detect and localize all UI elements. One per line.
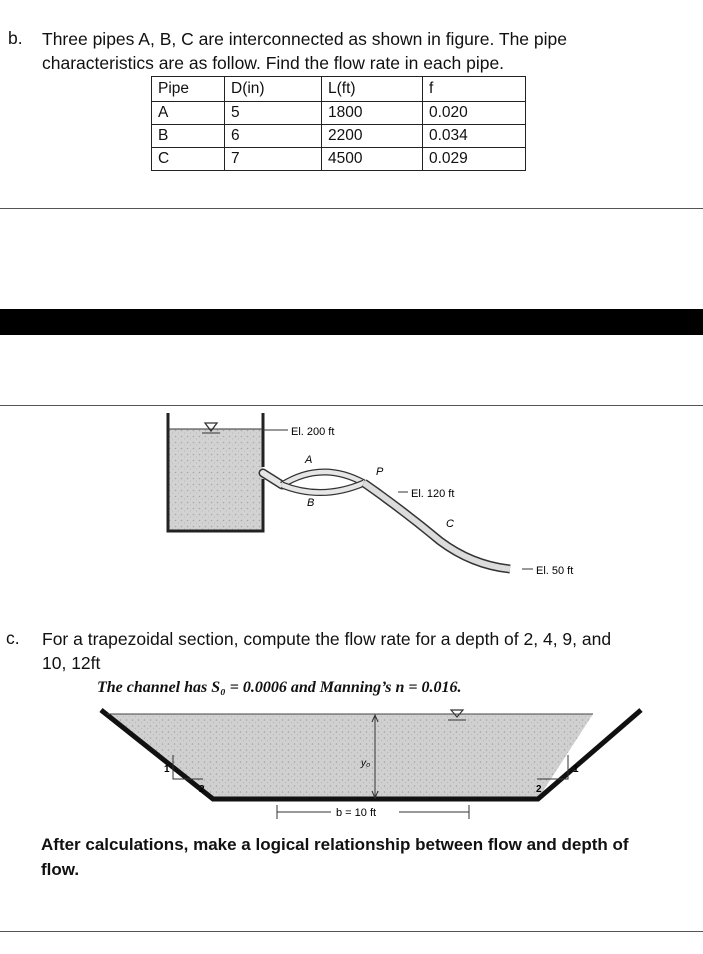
divider [0, 208, 703, 209]
table-cell: 0.020 [423, 102, 526, 125]
pipe-b-label: B [307, 497, 315, 509]
question-c-line2: 10, 12ft [42, 653, 101, 673]
header-length: L(ft) [322, 77, 423, 102]
junction-p-label: P [376, 466, 384, 478]
pipe-network-figure [150, 405, 610, 590]
right-slope-rise: 1 [573, 764, 579, 775]
divider [0, 931, 703, 932]
table-cell: 5 [225, 102, 322, 125]
question-c-line1: For a trapezoidal section, compute the flow rate for a depth of 2, 4, 9, and [42, 629, 612, 649]
table-cell: 7 [225, 148, 322, 171]
elevation-low-label: El. 50 ft [536, 565, 574, 577]
header-diameter: D(in) [225, 77, 322, 102]
header-friction: f [423, 77, 526, 102]
table-cell: 1800 [322, 102, 423, 125]
channel-water [107, 714, 593, 799]
table-header-row [152, 77, 526, 102]
pipe-a-label: A [305, 454, 313, 466]
pipe-table [151, 76, 526, 171]
channel-given-data: The channel has S₀ = 0.0006 and Manning’s n = 0.016. [97, 679, 462, 696]
pipe-c-label: C [446, 518, 454, 530]
table-cell: 4500 [322, 148, 423, 171]
table-cell: 0.029 [423, 148, 526, 171]
question-c-marker: c. [6, 628, 20, 648]
question-b-line2: characteristics are as follow. Find the flow rate in each pipe. [42, 53, 505, 73]
conclusion-line2: flow. [41, 860, 80, 879]
table-cell: 0.034 [423, 125, 526, 148]
right-slope-run: 2 [536, 784, 542, 795]
header-pipe: Pipe [152, 77, 225, 102]
table-cell: 6 [225, 125, 322, 148]
question-b-marker: b. [8, 28, 23, 48]
table-cell: 2200 [322, 125, 423, 148]
reservoir-water [168, 429, 263, 531]
table-row [152, 125, 526, 148]
table-cell: B [152, 125, 225, 148]
table-row [152, 102, 526, 125]
left-slope-rise: 1 [164, 764, 170, 775]
table-cell: C [152, 148, 225, 171]
question-b-line1: Three pipes A, B, C are interconnected as shown in figure. The pipe [42, 29, 567, 49]
table-cell: A [152, 102, 225, 125]
left-slope-run: 2 [199, 784, 205, 795]
trapezoid-channel-figure [95, 700, 650, 825]
bottom-width-label: b = 10 ft [336, 807, 377, 819]
elevation-top-label: El. 200 ft [291, 426, 335, 438]
elevation-mid-label: El. 120 ft [411, 488, 455, 500]
table-row [152, 148, 526, 171]
redaction-bar [0, 309, 703, 335]
conclusion-line1: After calculations, make a logical relationship between flow and depth of [41, 835, 629, 854]
depth-label: y₀ [361, 758, 371, 769]
